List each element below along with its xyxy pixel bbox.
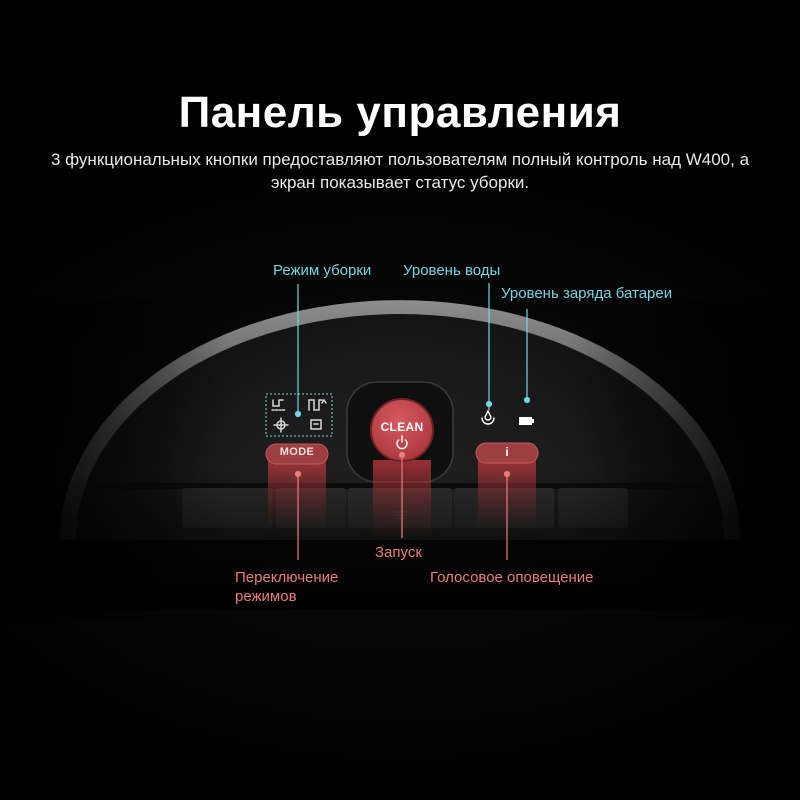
label-water-level: Уровень воды	[403, 262, 501, 279]
clean-button[interactable]: CLEAN	[380, 420, 424, 434]
page-title: Панель управления	[178, 88, 622, 137]
battery-icon	[519, 417, 534, 425]
info-button[interactable]: i	[505, 445, 509, 459]
label-voice-alert: Голосовое оповещение	[430, 569, 594, 586]
label-start: Запуск	[375, 544, 422, 561]
mode-button[interactable]: MODE	[279, 446, 315, 458]
label-mode-switch: Переключение режимов	[235, 569, 339, 605]
label-battery-level: Уровень заряда батареи	[501, 285, 673, 302]
label-cleaning-mode: Режим уборки	[273, 262, 372, 279]
page-subtitle: 3 функциональных кнопки предоставляют пользователям полный контроль над W400, а экран показывает статус уборки.	[50, 150, 750, 192]
